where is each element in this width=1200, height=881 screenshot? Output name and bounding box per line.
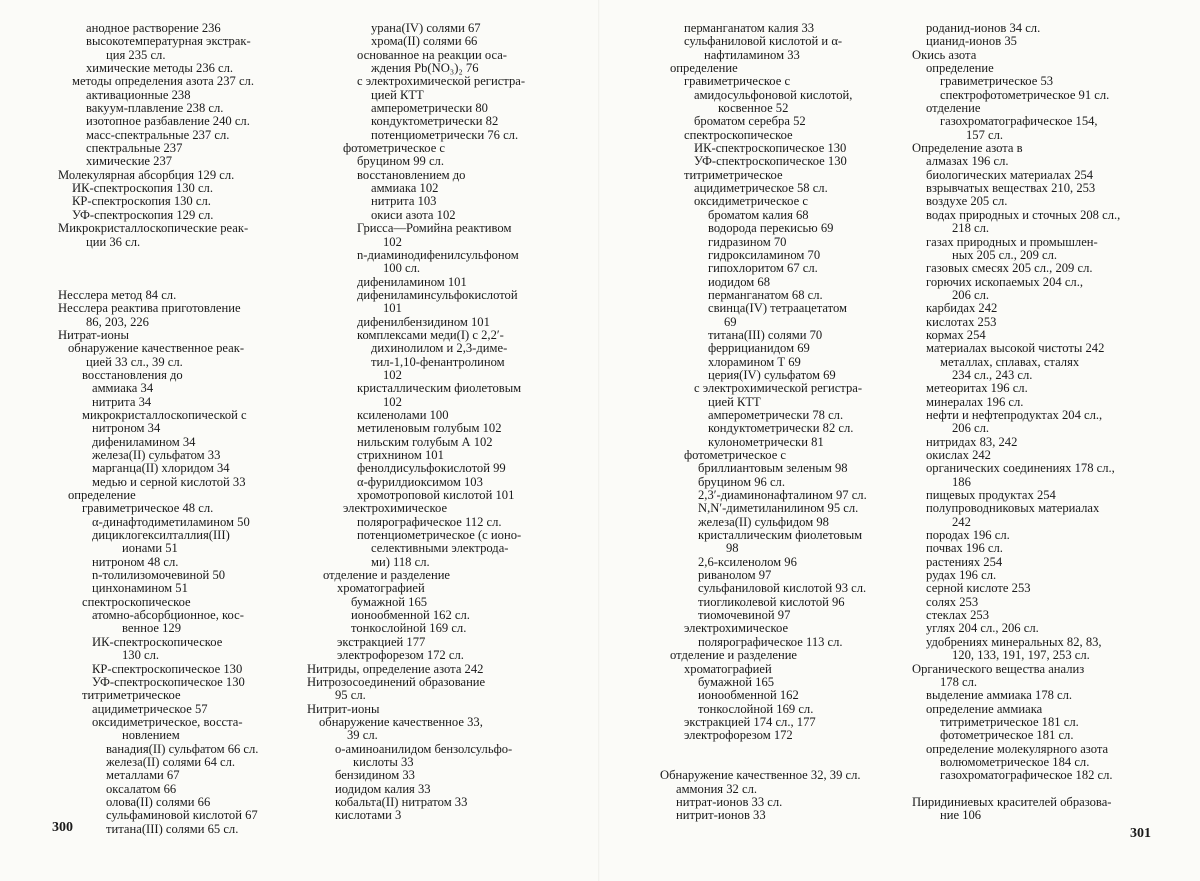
- index-entry: метеоритах 196 сл.: [926, 381, 1028, 396]
- index-entry: 157 сл.: [966, 127, 1004, 142]
- index-entry: церия(IV) сульфатом 69: [708, 367, 836, 382]
- index-entry: титана(III) солями 65 сл.: [106, 821, 239, 836]
- index-entry: удобрениях минеральных 82, 83,: [926, 634, 1102, 649]
- index-entry: газохроматографическое 154,: [940, 114, 1098, 129]
- index-entry: цией КТТ: [708, 394, 761, 409]
- index-entry: дициклогексилталлия(III): [92, 528, 230, 543]
- index-spacer: [58, 262, 296, 275]
- index-entry: УФ-спектроскопическое 130: [694, 154, 847, 169]
- index-entry: ацидиметрическое 57: [92, 701, 208, 716]
- index-entry: дифениламинсульфокислотой: [357, 287, 518, 302]
- index-entry: нитроном 48 сл.: [92, 554, 179, 569]
- index-entry: 100 сл.: [383, 261, 421, 276]
- index-entry: нильским голубым А 102: [357, 434, 493, 449]
- index-entry: ванадия(II) сульфатом 66 сл.: [106, 741, 259, 756]
- index-entry: стеклах 253: [926, 608, 990, 623]
- index-entry: нитрат-ионов 33 сл.: [676, 794, 783, 809]
- index-entry: α-фурилдиоксимом 103: [357, 474, 483, 489]
- index-entry: броматом серебра 52: [694, 114, 806, 129]
- index-entry: спектроскопическое: [82, 594, 191, 609]
- index-entry: ция 235 сл.: [106, 47, 166, 62]
- index-entry: олова(II) солями 66: [106, 794, 211, 809]
- index-spacer: [660, 743, 900, 756]
- index-entry: тиомочевиной 97: [698, 608, 791, 623]
- index-column-3: [660, 22, 900, 823]
- index-column-4: [912, 22, 1162, 823]
- index-entry: хроматографией: [337, 581, 425, 596]
- index-spacer: [912, 783, 1162, 796]
- index-entry: 178 сл.: [940, 674, 978, 689]
- index-entry: Микрокристаллоскопические реак-: [58, 221, 249, 236]
- index-entry: вакуум-плавление 238 сл.: [86, 101, 224, 116]
- index-entry: бумажной 165: [698, 674, 775, 689]
- index-entry: тиогликолевой кислотой 96: [698, 594, 845, 609]
- index-entry: алмазах 196 сл.: [926, 154, 1009, 169]
- index-spacer: [58, 276, 296, 289]
- index-entry: основанное на реакции оса-: [357, 47, 508, 62]
- index-entry: породах 196 сл.: [926, 528, 1010, 543]
- index-entry: Нитриды, определение азота 242: [307, 661, 484, 676]
- index-entry: 206 сл.: [952, 421, 990, 436]
- index-entry: гравиметрическое с: [684, 74, 791, 89]
- index-entry: волюмометрическое 184 сл.: [940, 754, 1090, 769]
- index-entry: новлением: [122, 728, 180, 743]
- index-entry: иодидом калия 33: [335, 781, 431, 796]
- index-entry: косвенное 52: [718, 101, 789, 116]
- index-entry: ксиленолами 100: [357, 407, 449, 422]
- index-entry: 102: [383, 394, 402, 409]
- index-entry: газах природных и промышлен-: [926, 234, 1098, 249]
- index-entry: оксидиметрическое, восста-: [92, 714, 243, 729]
- index-entry: КР-спектроскопическое 130: [92, 661, 243, 676]
- index-entry: гидроксиламином 70: [708, 247, 821, 262]
- index-entry: n-толилизомочевиной 50: [92, 568, 226, 583]
- index-entry: сульфаниловой кислотой 93 сл.: [698, 581, 867, 596]
- index-entry: Определение азота в: [912, 141, 1023, 156]
- index-entry: выделение аммиака 178 сл.: [926, 688, 1073, 703]
- index-entry: электрофорезом 172: [684, 728, 793, 743]
- index-entry: полупроводниковых материалах: [926, 501, 1100, 516]
- index-entry: амперометрически 78 сл.: [708, 407, 844, 422]
- index-entry: электрохимическое: [343, 501, 448, 516]
- index-entry: хлорамином Т 69: [708, 354, 801, 369]
- index-entry: 242: [952, 514, 971, 529]
- index-entry: нитрита 103: [371, 194, 437, 209]
- index-entry: 98: [726, 541, 739, 556]
- index-entry: ИК-спектроскопическое 130: [694, 141, 847, 156]
- book-gutter: [598, 0, 600, 881]
- index-entry: 186: [952, 474, 971, 489]
- index-entry: иодидом 68: [708, 274, 770, 289]
- index-entry: цинхонамином 51: [92, 581, 188, 596]
- index-entry: спектроскопическое: [684, 127, 793, 142]
- index-entry: ние 106: [940, 808, 982, 823]
- index-entry: нитроном 34: [92, 421, 161, 436]
- index-entry: феррицианидом 69: [708, 341, 810, 356]
- index-entry: бумажной 165: [351, 594, 428, 609]
- index-entry: Грисса—Ромийна реактивом: [357, 221, 512, 236]
- index-entry: Нитрат-ионы: [58, 327, 129, 342]
- index-entry: биологических материалах 254: [926, 167, 1094, 182]
- index-entry: ции 36 сл.: [86, 234, 141, 249]
- index-entry: хроматографией: [684, 661, 772, 676]
- index-entry: урана(IV) солями 67: [371, 21, 481, 35]
- index-entry: медью и серной кислотой 33: [92, 474, 246, 489]
- index-entry: окиси азота 102: [371, 207, 456, 222]
- index-entry: кислотами 3: [335, 808, 402, 823]
- index-entry: определение: [670, 61, 738, 76]
- index-entry: 69: [724, 314, 737, 329]
- index-entry: железа(II) сульфидом 98: [698, 514, 829, 529]
- index-entry: кислотах 253: [926, 314, 997, 329]
- index-entry: электрофорезом 172 сл.: [337, 648, 464, 663]
- index-entry: кислоты 33: [353, 754, 414, 769]
- index-column-2: [307, 22, 557, 823]
- index-entry: гидразином 70: [708, 234, 787, 249]
- index-entry: отделение: [926, 101, 981, 116]
- index-entry: потенциометрически 76 сл.: [371, 127, 519, 142]
- index-entry: полярографическое 112 сл.: [357, 514, 502, 529]
- index-spacer: [58, 249, 296, 262]
- index-entry: микрокристаллоскопической с: [82, 407, 247, 422]
- index-entry: оксидиметрическое с: [694, 194, 808, 209]
- index-entry: Окись азота: [912, 47, 977, 62]
- index-entry: аммиака 102: [371, 181, 439, 196]
- index-entry: бриллиантовым зеленым 98: [698, 461, 848, 476]
- index-entry: высокотемпературная экстрак-: [86, 34, 251, 49]
- index-entry: Пиридиниевых красителей образова-: [912, 794, 1112, 809]
- index-entry: взрывчатых веществах 210, 253: [926, 181, 1096, 196]
- index-entry: железа(II) солями 64 сл.: [106, 754, 236, 769]
- index-entry: электрохимическое: [684, 621, 789, 636]
- index-entry: спектральные 237: [86, 141, 183, 156]
- index-entry: 86, 203, 226: [86, 314, 149, 329]
- index-entry: кондуктометрически 82 сл.: [708, 421, 854, 436]
- index-entry: потенциометрическое (с ионо-: [357, 528, 522, 543]
- index-entry: 130 сл.: [122, 648, 160, 663]
- index-entry: свинца(IV) тетраацетатом: [708, 301, 848, 316]
- index-entry: изотопное разбавление 240 сл.: [86, 114, 250, 129]
- index-entry: сульфаминовой кислотой 67: [106, 808, 258, 823]
- index-entry: кулонометрически 81: [708, 434, 824, 449]
- index-entry: ми) 118 сл.: [371, 554, 430, 569]
- index-entry: УФ-спектроскопия 129 сл.: [72, 207, 214, 222]
- index-entry: определение молекулярного азота: [926, 741, 1109, 756]
- index-entry: тонкослойной 169 сл.: [351, 621, 467, 636]
- index-entry: обнаружение качественное реак-: [68, 341, 245, 356]
- index-entry: цией КТТ: [371, 87, 424, 102]
- index-entry: ИК-спектроскопия 130 сл.: [72, 181, 213, 196]
- index-entry: карбидах 242: [926, 301, 998, 316]
- index-entry: нитрита 34: [92, 394, 152, 409]
- index-entry: фенолдисульфокислотой 99: [357, 461, 506, 476]
- index-entry: 101: [383, 301, 402, 316]
- index-entry: α-динафтодиметиламином 50: [92, 514, 250, 529]
- page-number-left: 300: [52, 820, 73, 835]
- index-entry: методы определения азота 237 сл.: [72, 74, 254, 89]
- index-entry: ИК-спектроскопическое: [92, 634, 223, 649]
- index-entry: горючих ископаемых 204 сл.,: [926, 274, 1084, 289]
- index-entry: титана(III) солями 70: [708, 327, 823, 342]
- index-entry: амперометрически 80: [371, 101, 488, 116]
- index-entry: дифенилбензидином 101: [357, 314, 490, 329]
- index-entry: гравиметрическое 48 сл.: [82, 501, 214, 516]
- index-entry: 206 сл.: [952, 287, 990, 302]
- index-entry: фотометрическое 181 сл.: [940, 728, 1074, 743]
- index-entry: фотометрическое с: [343, 141, 446, 156]
- index-entry: о-аминоанилидом бензолсульфо-: [335, 741, 513, 756]
- index-entry: кобальта(II) нитратом 33: [335, 794, 468, 809]
- index-entry: n-диаминодифенилсульфоном: [357, 247, 519, 262]
- index-entry: ионообменной 162: [698, 688, 799, 703]
- index-entry: аммония 32 сл.: [676, 781, 758, 796]
- index-entry: определение аммиака: [926, 701, 1043, 716]
- index-entry: хрома(II) солями 66: [371, 34, 478, 49]
- index-entry: венное 129: [122, 621, 182, 636]
- index-entry: ацидиметрическое 58 сл.: [694, 181, 828, 196]
- index-entry: перманганатом калия 33: [684, 21, 815, 35]
- index-entry: цией 33 сл., 39 сл.: [86, 354, 183, 369]
- index-entry: селективными электрода-: [371, 541, 509, 556]
- index-entry: бруцином 96 сл.: [698, 474, 785, 489]
- index-entry: комплексами меди(I) с 2,2′-: [357, 327, 504, 342]
- index-entry: метиленовым голубым 102: [357, 421, 502, 436]
- index-entry: нафтиламином 33: [704, 47, 800, 62]
- index-entry: ионообменной 162 сл.: [351, 608, 470, 623]
- index-entry: титриметрическое 181 сл.: [940, 714, 1079, 729]
- index-entry: ждения Pb(NO₃)₂ 76: [371, 61, 479, 76]
- index-entry: дифениламином 101: [357, 274, 467, 289]
- index-entry: нитрит-ионов 33: [676, 808, 766, 823]
- index-entry: гравиметрическое 53: [940, 74, 1054, 89]
- index-entry: минералах 196 сл.: [926, 394, 1024, 409]
- index-entry: Нитрозосоединений образование: [307, 674, 486, 689]
- page-number-right: 301: [1130, 826, 1151, 841]
- index-entry: перманганатом 68 сл.: [708, 287, 823, 302]
- index-entry: ных 205 сл., 209 сл.: [952, 247, 1058, 262]
- index-entry: пищевых продуктах 254: [926, 488, 1056, 503]
- index-entry: гипохлоритом 67 сл.: [708, 261, 818, 276]
- index-entry: химические методы 236 сл.: [86, 61, 234, 76]
- index-entry: аммиака 34: [92, 381, 154, 396]
- index-entry: спектрофотометрическое 91 сл.: [940, 87, 1110, 102]
- index-entry: солях 253: [926, 594, 979, 609]
- index-entry: отделение и разделение: [323, 568, 451, 583]
- index-entry: Несслера реактива приготовление: [58, 301, 241, 316]
- index-entry: серной кислоте 253: [926, 581, 1031, 596]
- index-entry: железа(II) сульфатом 33: [92, 448, 221, 462]
- index-entry: 39 сл.: [347, 728, 378, 743]
- index-entry: хромотроповой кислотой 101: [357, 488, 515, 503]
- index-entry: 120, 133, 191, 197, 253 сл.: [952, 648, 1090, 663]
- index-entry: материалах высокой чистоты 242: [926, 341, 1105, 356]
- index-entry: кристаллическим фиолетовым: [357, 381, 522, 396]
- index-entry: нефти и нефтепродуктах 204 сл.,: [926, 407, 1103, 422]
- index-entry: экстракцией 177: [337, 634, 426, 649]
- index-entry: водах природных и сточных 208 сл.,: [926, 207, 1121, 222]
- index-entry: газохроматографическое 182 сл.: [940, 768, 1113, 783]
- index-entry: риванолом 97: [698, 568, 772, 583]
- index-entry: сульфаниловой кислотой и α-: [684, 34, 843, 49]
- index-entry: атомно-абсорбционное, кос-: [92, 608, 244, 623]
- index-entry: 218 сл.: [952, 221, 990, 236]
- index-entry: рудах 196 сл.: [926, 568, 997, 583]
- index-entry: нитридах 83, 242: [926, 434, 1018, 449]
- index-entry: обнаружение качественное 33,: [319, 714, 483, 729]
- index-entry: окислах 242: [926, 448, 991, 462]
- index-column-1: [58, 22, 296, 836]
- index-entry: фотометрическое с: [684, 448, 787, 462]
- index-entry: цианид-ионов 35: [926, 34, 1017, 49]
- index-entry: отделение и разделение: [670, 648, 798, 663]
- index-entry: 234 сл., 243 сл.: [952, 367, 1033, 382]
- index-entry: роданид-ионов 34 сл.: [926, 21, 1041, 35]
- index-entry: ионами 51: [122, 541, 178, 556]
- index-entry: марганца(II) хлоридом 34: [92, 461, 230, 476]
- index-entry: 102: [383, 367, 402, 382]
- index-entry: восстановлением до: [357, 167, 466, 182]
- index-entry: полярографическое 113 сл.: [698, 634, 843, 649]
- index-entry: кристаллическим фиолетовым: [698, 528, 863, 543]
- index-entry: Молекулярная абсорбция 129 сл.: [58, 167, 235, 182]
- index-entry: 95 сл.: [335, 688, 366, 703]
- index-entry: химические 237: [86, 154, 173, 169]
- index-entry: органических соединениях 178 сл.,: [926, 461, 1115, 476]
- index-entry: анодное растворение 236: [86, 21, 221, 35]
- index-entry: газовых смесях 205 сл., 209 сл.: [926, 261, 1093, 276]
- index-entry: 102: [383, 234, 402, 249]
- index-entry: дихинолилом и 2,3-диме-: [371, 341, 508, 356]
- index-entry: 2,3′-диаминонафталином 97 сл.: [698, 488, 867, 503]
- index-entry: бруцином 99 сл.: [357, 154, 444, 169]
- index-entry: кормах 254: [926, 327, 986, 342]
- index-entry: Несслера метод 84 сл.: [58, 287, 177, 302]
- index-entry: определение: [68, 488, 136, 503]
- index-entry: воздухе 205 сл.: [926, 194, 1008, 209]
- index-entry: с электрохимической регистра-: [694, 381, 863, 396]
- index-entry: металлами 67: [106, 768, 180, 783]
- index-spacer: [660, 756, 900, 769]
- index-entry: масс-спектральные 237 сл.: [86, 127, 230, 142]
- index-entry: экстракцией 174 сл., 177: [684, 714, 816, 729]
- index-entry: восстановления до: [82, 367, 183, 382]
- index-entry: УФ-спектроскопическое 130: [92, 674, 245, 689]
- index-entry: почвах 196 сл.: [926, 541, 1003, 556]
- index-entry: N,N′-диметиланилином 95 сл.: [698, 501, 859, 516]
- index-entry: растениях 254: [926, 554, 1003, 569]
- index-entry: бензидином 33: [335, 768, 415, 783]
- index-entry: определение: [926, 61, 994, 76]
- index-entry: титриметрическое: [684, 167, 783, 182]
- index-entry: с электрохимической регистра-: [357, 74, 526, 89]
- index-entry: тонкослойной 169 сл.: [698, 701, 814, 716]
- index-entry: КР-спектроскопия 130 сл.: [72, 194, 211, 209]
- index-entry: Нитрит-ионы: [307, 701, 380, 716]
- index-entry: Обнаружение качественное 32, 39 сл.: [660, 768, 861, 783]
- index-entry: броматом калия 68: [708, 207, 809, 222]
- index-entry: Органического вещества анализ: [912, 661, 1085, 676]
- index-entry: оксалатом 66: [106, 781, 177, 796]
- index-entry: углях 204 сл., 206 сл.: [926, 621, 1039, 636]
- index-entry: 2,6-ксиленолом 96: [698, 554, 797, 569]
- index-entry: металлах, сплавах, сталях: [940, 354, 1080, 369]
- index-entry: амидосульфоновой кислотой,: [694, 87, 853, 102]
- index-entry: водорода перекисью 69: [708, 221, 834, 236]
- index-entry: активационные 238: [86, 87, 191, 102]
- index-entry: кондуктометрически 82: [371, 114, 499, 129]
- index-entry: стрихнином 101: [357, 448, 444, 462]
- index-entry: тил-1,10-фенантролином: [371, 354, 505, 369]
- index-entry: титриметрическое: [82, 688, 181, 703]
- index-entry: дифениламином 34: [92, 434, 196, 449]
